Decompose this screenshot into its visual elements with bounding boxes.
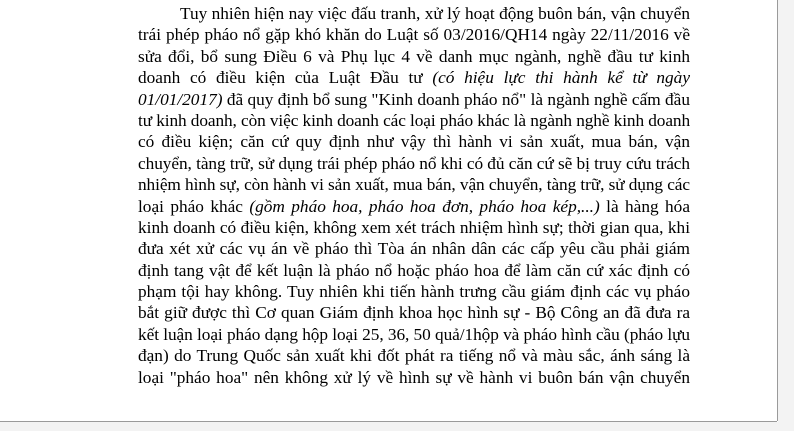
- paragraph-line: kết luận loại pháo dạng hộp loại 25, 36, 50 quả/1hộp và pháo hình cầu (pháo lựu: [138, 324, 690, 344]
- paragraph-line: bắt giữ được thì Cơ quan Giám định khoa học hình sự - Bộ Công an đã đưa ra: [138, 303, 690, 323]
- page-edge-bottom: [0, 421, 777, 422]
- paragraph-line: chuyển, tàng trữ, sử dụng trái phép pháo nổ khi có đủ căn cứ sẽ bị truy cứu trách: [138, 153, 690, 173]
- paragraph-line: nhiệm hình sự, còn hành vi sản xuất, mua bán, vận chuyển, tàng trữ, sử dụng các: [138, 175, 690, 195]
- page-edge-right: [777, 0, 778, 421]
- paragraph-line: có điều kiện; căn cứ quy định như vậy thì hành vi sản xuất, mua bán, vận: [138, 132, 690, 152]
- paragraph-line: đạn) do Trung Quốc sản xuất khi đốt phát ra tiếng nổ và màu sắc, ánh sáng là: [138, 346, 690, 366]
- paragraph-line: Tuy nhiên hiện nay việc đấu tranh, xử lý hoạt động buôn bán, vận chuyển: [180, 4, 690, 23]
- paragraph-line: doanh có điều kiện của Luật Đầu tư (có hiệu lực thi hành kể từ ngày: [138, 68, 690, 88]
- viewer-margin-right: [778, 0, 794, 431]
- document-paragraph: [138, 3, 690, 388]
- paragraph-line: sửa đổi, bổ sung Điều 6 và Phụ lục 4 về danh mục ngành, nghề đầu tư kinh: [138, 46, 690, 66]
- paragraph-line: loại "pháo hoa" nên không xử lý về hình sự về hành vi buôn bán vận chuyển: [138, 367, 690, 387]
- paragraph-line: trái phép pháo nổ gặp khó khăn do Luật số 03/2016/QH14 ngày 22/11/2016 về: [138, 25, 690, 45]
- paragraph-line: đưa xét xử các vụ án về pháo thì Tòa án nhân dân các cấp yêu cầu phải giám: [138, 239, 690, 259]
- paragraph-line: 01/01/2017) đã quy định bổ sung "Kinh doanh pháo nổ" là ngành nghề cấm đầu: [138, 89, 690, 109]
- paragraph-line: định tang vật để kết luận là pháo nổ hoặc pháo hoa để làm căn cứ xác định có: [138, 260, 690, 280]
- viewer-margin-bottom: [0, 422, 794, 431]
- paragraph-line: tư kinh doanh, còn việc kinh doanh các loại pháo khác là ngành nghề kinh doanh: [138, 110, 690, 130]
- paragraph-line: phạm tội hay không. Tuy nhiên khi tiến hành trưng cầu giám định các vụ pháo: [138, 282, 690, 302]
- paragraph-line: kinh doanh có điều kiện, không xem xét trách nhiệm hình sự; thời gian qua, khi: [138, 217, 690, 237]
- paragraph-line: loại pháo khác (gồm pháo hoa, pháo hoa đơn, pháo hoa kép,...) là hàng hóa: [138, 196, 690, 216]
